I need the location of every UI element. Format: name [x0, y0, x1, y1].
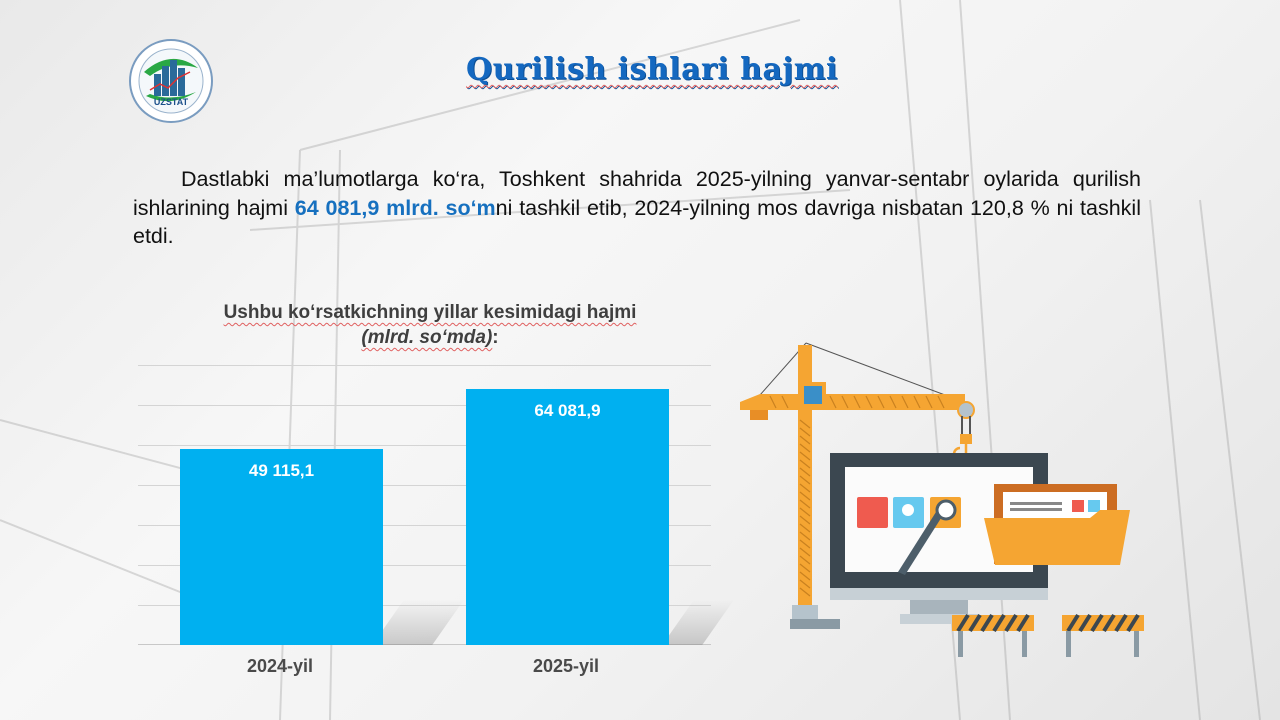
folder-icon — [984, 484, 1130, 565]
svg-text:UZSTAT: UZSTAT — [153, 97, 189, 107]
bar-shadow — [662, 600, 734, 645]
construction-illustration — [730, 330, 1160, 670]
chart-title-colon: : — [492, 327, 499, 348]
highlight-value: 64 081,9 mlrd. so‘m — [294, 195, 496, 220]
bar-chart — [138, 365, 711, 645]
chart-title-unit: (mlrd. so‘mda) — [361, 327, 493, 348]
bar-value-label: 64 081,9 — [534, 400, 601, 420]
bar-2024 — [180, 449, 383, 645]
page-title: Qurilish ishlari hajmi — [466, 52, 838, 87]
x-label-2024: 2024-yil — [246, 656, 314, 676]
bar-2025 — [466, 389, 669, 645]
gridline — [138, 365, 711, 366]
paragraph-text-2: ni tashkil etib, 2024-yilning mos davriga nisbatan 120,8 % ni tashkil etdi. — [133, 195, 1141, 248]
video-camera-icon — [857, 497, 888, 528]
bar-value-label: 49 115,1 — [248, 460, 315, 480]
uzstat-logo — [128, 38, 214, 124]
bar-shadow — [372, 600, 464, 645]
barrier-icon — [952, 615, 1144, 657]
x-label-2025: 2025-yil — [532, 656, 600, 676]
summary-paragraph — [133, 165, 1141, 251]
paragraph-text-1: Dastlabki ma’lumotlarga ko‘ra, Toshkent shahrida 2025-yilning yanvar-sentabr oylarida qurilish ishlarining hajmi — [133, 167, 1141, 220]
chart-title-line1: Ushbu ko‘rsatkichning yillar kesimidagi hajmi — [223, 302, 637, 323]
chart-title — [170, 300, 690, 350]
